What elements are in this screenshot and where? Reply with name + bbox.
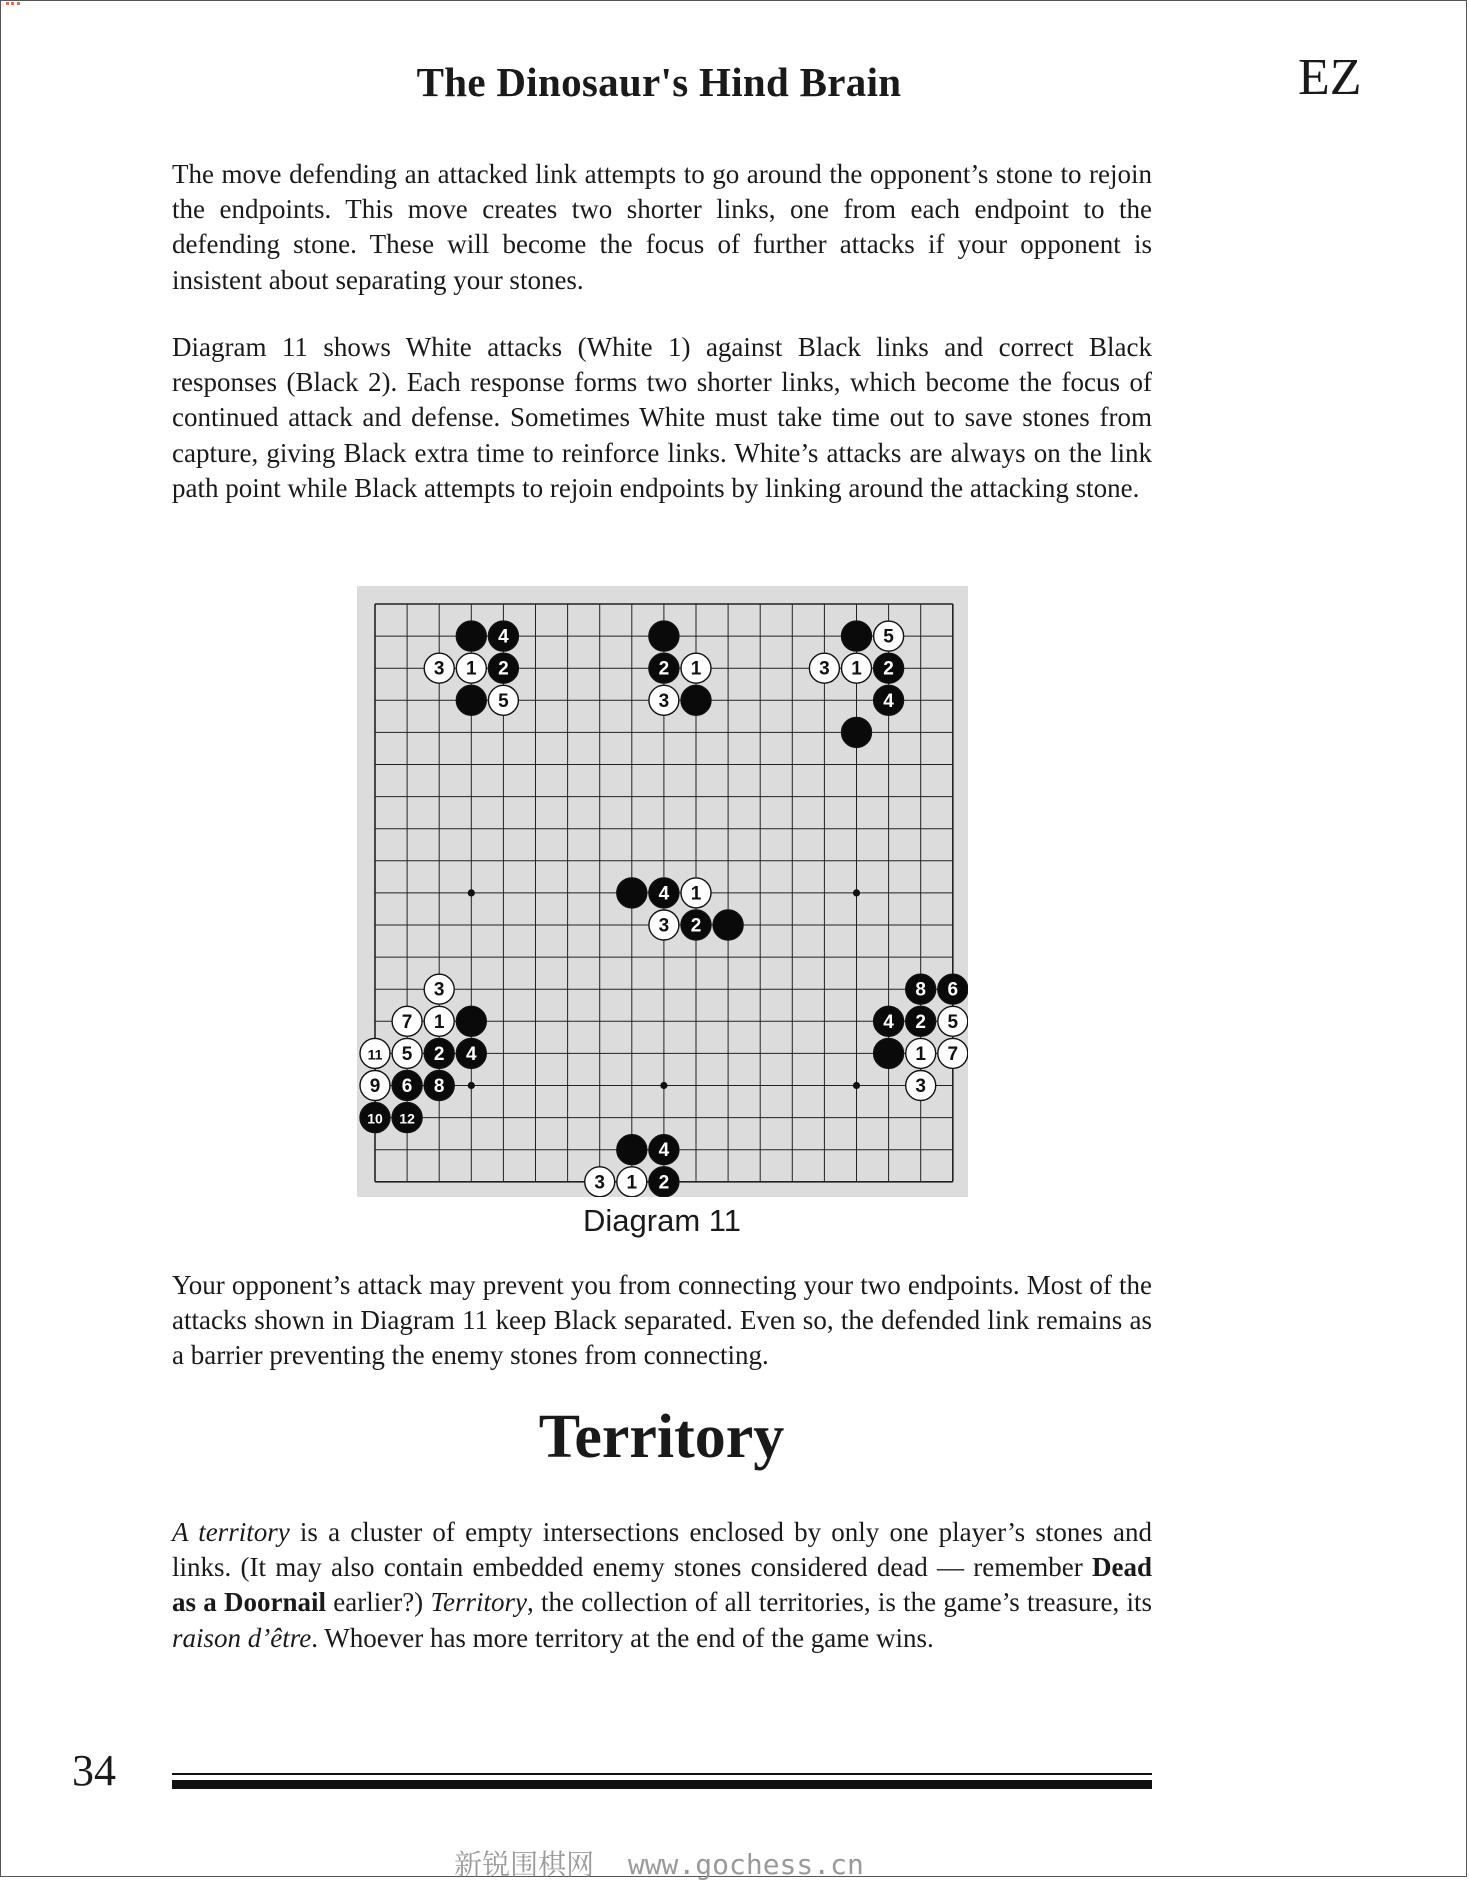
black-stone — [649, 878, 679, 908]
white-stone — [488, 685, 518, 715]
term-raison-detre: raison d’être — [172, 1622, 312, 1653]
white-stone — [392, 1038, 422, 1068]
stone-move-number: 1 — [466, 658, 477, 680]
black-stone — [456, 685, 486, 715]
black-stone — [488, 653, 518, 683]
white-stone — [649, 910, 679, 940]
white-stone — [456, 653, 486, 683]
corner-mark — [6, 2, 20, 13]
footer-rule-thin — [172, 1773, 1152, 1775]
diagram-caption: Diagram 11 — [583, 1203, 741, 1238]
stone-move-number: 1 — [690, 658, 702, 680]
black-stone — [488, 621, 518, 651]
white-stone — [906, 1071, 936, 1101]
black-stone — [649, 1167, 679, 1197]
hoshi-point — [468, 889, 475, 896]
stone-disc — [456, 1006, 486, 1036]
stone-move-number: 3 — [819, 658, 830, 680]
black-stone — [681, 910, 711, 940]
black-stone — [360, 1103, 390, 1133]
stone-move-number: 2 — [658, 658, 670, 680]
black-stone — [874, 1038, 904, 1068]
stone-move-number: 8 — [433, 1076, 445, 1097]
black-stone — [456, 1006, 486, 1036]
paragraph-territory-definition — [172, 1515, 1152, 1656]
black-stone — [874, 685, 904, 715]
stone-move-number: 2 — [915, 1011, 926, 1033]
stone-move-number: 2 — [690, 915, 702, 937]
stone-disc — [842, 621, 872, 651]
stone-move-number: 2 — [658, 1172, 670, 1194]
page-number: 34 — [72, 1746, 116, 1795]
black-stone — [456, 1038, 486, 1068]
black-stone — [424, 1071, 454, 1101]
stone-move-number: 11 — [367, 1046, 383, 1063]
black-stone — [424, 1038, 454, 1068]
white-stone — [906, 1038, 936, 1068]
hoshi-point — [853, 889, 860, 896]
stone-move-number: 4 — [658, 883, 670, 905]
stone-move-number: 9 — [369, 1076, 381, 1097]
white-stone — [424, 653, 454, 683]
stone-move-number: 5 — [401, 1043, 413, 1065]
black-stone — [681, 685, 711, 715]
running-title: The Dinosaur's Hind Brain — [416, 59, 902, 105]
stone-move-number: 1 — [626, 1172, 638, 1194]
stone-move-number: 2 — [498, 658, 509, 680]
stone-move-number: 2 — [883, 658, 894, 680]
black-stone — [874, 1006, 904, 1036]
white-stone — [649, 685, 679, 715]
stone-move-number: 3 — [594, 1172, 605, 1194]
watermark: 新锐围棋网 www.gochess.cn — [454, 1848, 864, 1881]
stone-disc — [874, 1038, 904, 1068]
white-stone — [938, 1006, 968, 1036]
stone-move-number: 4 — [498, 626, 509, 648]
hoshi-point — [660, 1082, 667, 1089]
stone-move-number: 12 — [399, 1110, 415, 1127]
paragraph-link-defense: The move defending an attacked link attempts to go around the opponent’s stone to rejoin the endpoints. This move creates two shorter links, one from each endpoint to the defending stone. These will become the focus of further attacks if your opponent is insistent about separating your stones. — [172, 159, 1152, 295]
hoshi-point — [468, 1082, 475, 1089]
black-stone — [617, 1135, 647, 1165]
white-stone — [874, 621, 904, 651]
section-heading-territory: Territory — [538, 1403, 785, 1471]
stone-move-number: 8 — [915, 979, 926, 1001]
black-stone — [392, 1071, 422, 1101]
stone-disc — [842, 717, 872, 747]
stone-disc — [617, 878, 647, 908]
stone-move-number: 1 — [915, 1043, 926, 1065]
stone-disc — [681, 685, 711, 715]
stone-move-number: 4 — [466, 1043, 477, 1065]
stone-move-number: 6 — [947, 979, 959, 1001]
white-stone — [585, 1167, 615, 1197]
white-stone — [617, 1167, 647, 1197]
stone-move-number: 6 — [401, 1076, 413, 1097]
stone-disc — [456, 621, 486, 651]
black-stone — [842, 717, 872, 747]
white-stone — [424, 974, 454, 1004]
white-stone — [392, 1006, 422, 1036]
stone-move-number: 4 — [658, 1140, 670, 1162]
term-territory: Territory — [430, 1587, 527, 1618]
text-run: , the collection of all territories, is the game’s treasure, its — [526, 1587, 1152, 1618]
stone-disc — [617, 1135, 647, 1165]
stone-move-number: 3 — [433, 658, 445, 680]
black-stone — [842, 621, 872, 651]
stone-move-number: 3 — [433, 979, 445, 1001]
paragraph-diagram-explanation: Diagram 11 shows White attacks (White 1) against Black links and correct Black responses (Black 2). Each response forms two shorter links, which become the focus of continued attack and defense. Sometimes White must take time out to save stones from capture, giving Black extra time to reinforce links. White’s attacks are always on the link path point while Black attempts to rejoin endpoints by linking around the attacking stone. — [172, 332, 1152, 503]
stone-move-number: 7 — [947, 1043, 959, 1065]
black-stone — [874, 653, 904, 683]
term-a-territory: A territory — [172, 1517, 290, 1547]
hoshi-point — [853, 1082, 860, 1089]
stone-move-number: 10 — [367, 1110, 383, 1127]
white-stone — [809, 653, 839, 683]
stone-move-number: 5 — [947, 1011, 959, 1033]
go-board-diagram — [357, 586, 968, 1197]
white-stone — [681, 653, 711, 683]
black-stone — [906, 1006, 936, 1036]
text-run: . Whoever has more territory at the end of the game wins. — [311, 1622, 934, 1653]
white-stone — [681, 878, 711, 908]
stone-disc — [456, 685, 486, 715]
text-run: is a cluster of empty intersections enclosed by only one player’s stones and links. (It may also contain embedded enemy stones considered dead — remember — [172, 1517, 1153, 1583]
footer-rule-thick — [172, 1780, 1152, 1789]
stone-move-number: 3 — [915, 1076, 926, 1097]
stone-move-number: 5 — [883, 626, 894, 648]
stone-move-number: 7 — [401, 1011, 413, 1033]
black-stone — [649, 653, 679, 683]
stone-move-number: 2 — [433, 1043, 445, 1065]
white-stone — [424, 1006, 454, 1036]
black-stone — [938, 974, 968, 1004]
stone-move-number: 4 — [883, 690, 894, 712]
stone-disc — [649, 621, 679, 651]
black-stone — [392, 1103, 422, 1133]
stone-move-number: 5 — [498, 690, 509, 712]
stone-move-number: 1 — [690, 883, 702, 905]
white-stone — [842, 653, 872, 683]
black-stone — [649, 621, 679, 651]
white-stone — [360, 1038, 390, 1068]
black-stone — [713, 910, 743, 940]
black-stone — [906, 974, 936, 1004]
stone-move-number: 3 — [658, 690, 670, 712]
stone-move-number: 1 — [433, 1011, 445, 1033]
stone-move-number: 3 — [658, 915, 670, 937]
paragraph-attack-barrier: Your opponent’s attack may prevent you from connecting your two endpoints. Most of the attacks shown in Diagram 11 keep Black separated. Even so, the defended link remains as a barrier preventing the enemy stones from connecting. — [172, 1270, 1152, 1371]
black-stone — [649, 1135, 679, 1165]
white-stone — [360, 1071, 390, 1101]
black-stone — [617, 878, 647, 908]
reference-dead-as-a-doornail: Dead as a Doornail — [172, 1552, 1152, 1618]
white-stone — [938, 1038, 968, 1068]
black-stone — [456, 621, 486, 651]
ez-mark: EZ — [1298, 49, 1362, 106]
stone-disc — [713, 910, 743, 940]
stone-move-number: 4 — [883, 1011, 894, 1033]
text-run: earlier?) — [326, 1587, 431, 1618]
stone-move-number: 1 — [851, 658, 862, 680]
